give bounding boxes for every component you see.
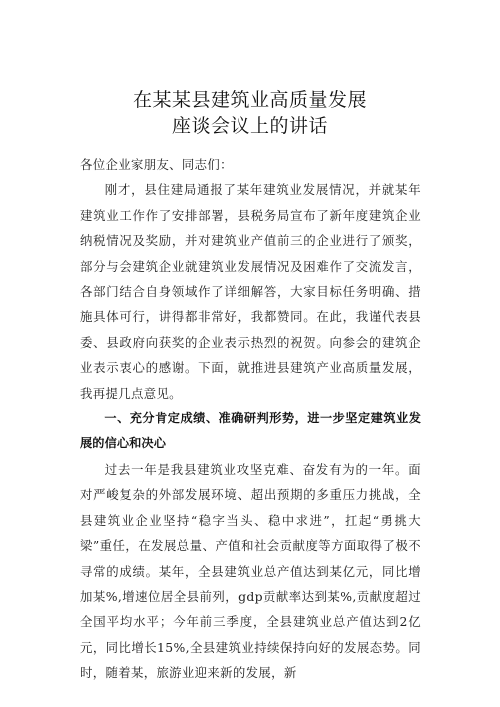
paragraph-achievements: 过去一年是我县建筑业攻坚克难、奋发有为的一年。面对严峻复杂的外部发展环境、超出预期的多重压力挑战，全县建筑业企业坚持“稳字当头、稳中求进”，扛起“勇挑大梁”重任，在发展总量、产值和社会贡献度等方面取得了极不寻常的成绩。某年，全县建筑业总产值达到某亿元，同比增加某%,增速位居全县前列，gdp贡献率达到某%,贡献度超过全国平均水平；今年前三季度，全县建筑业总产值达到2亿元，同比增长15%,全县建筑业持续保持向好的发展态势。同时，随着某，旅游业迎来新的发展，新 xyxy=(80,461,421,681)
section-heading-1: 一、充分肯定成绩、准确研判形势，进一步坚定建筑业发展的信心和决心 xyxy=(80,411,421,451)
paragraph-opening: 刚才，县住建局通报了某年建筑业发展情况，并就某年建筑业工作作了安排部署，县税务局宣布了新年度建筑企业纳税情况及奖励，并对建筑业产值前三的企业进行了颁奖，部分与会建筑企业就建筑业发展情况及困难作了交流发言，各部门结合自身领域作了详细解答，大家目标任务明确、措施具体可行，讲得都非常好，我都赞同。在此，我谨代表县委、县政府向获奖的企业表示热烈的祝贺。向参会的建筑企业表示衷心的感谢。下面，就推进县建筑产业高质量发展，我再提几点意见。 xyxy=(80,182,421,401)
document-title-line-1: 在某某县建筑业高质量发展 xyxy=(132,89,367,111)
salutation: 各位企业家朋友、同志们： xyxy=(80,157,233,172)
document-title-line-2: 座谈会议上的讲话 xyxy=(171,115,328,137)
document-body xyxy=(80,152,421,686)
